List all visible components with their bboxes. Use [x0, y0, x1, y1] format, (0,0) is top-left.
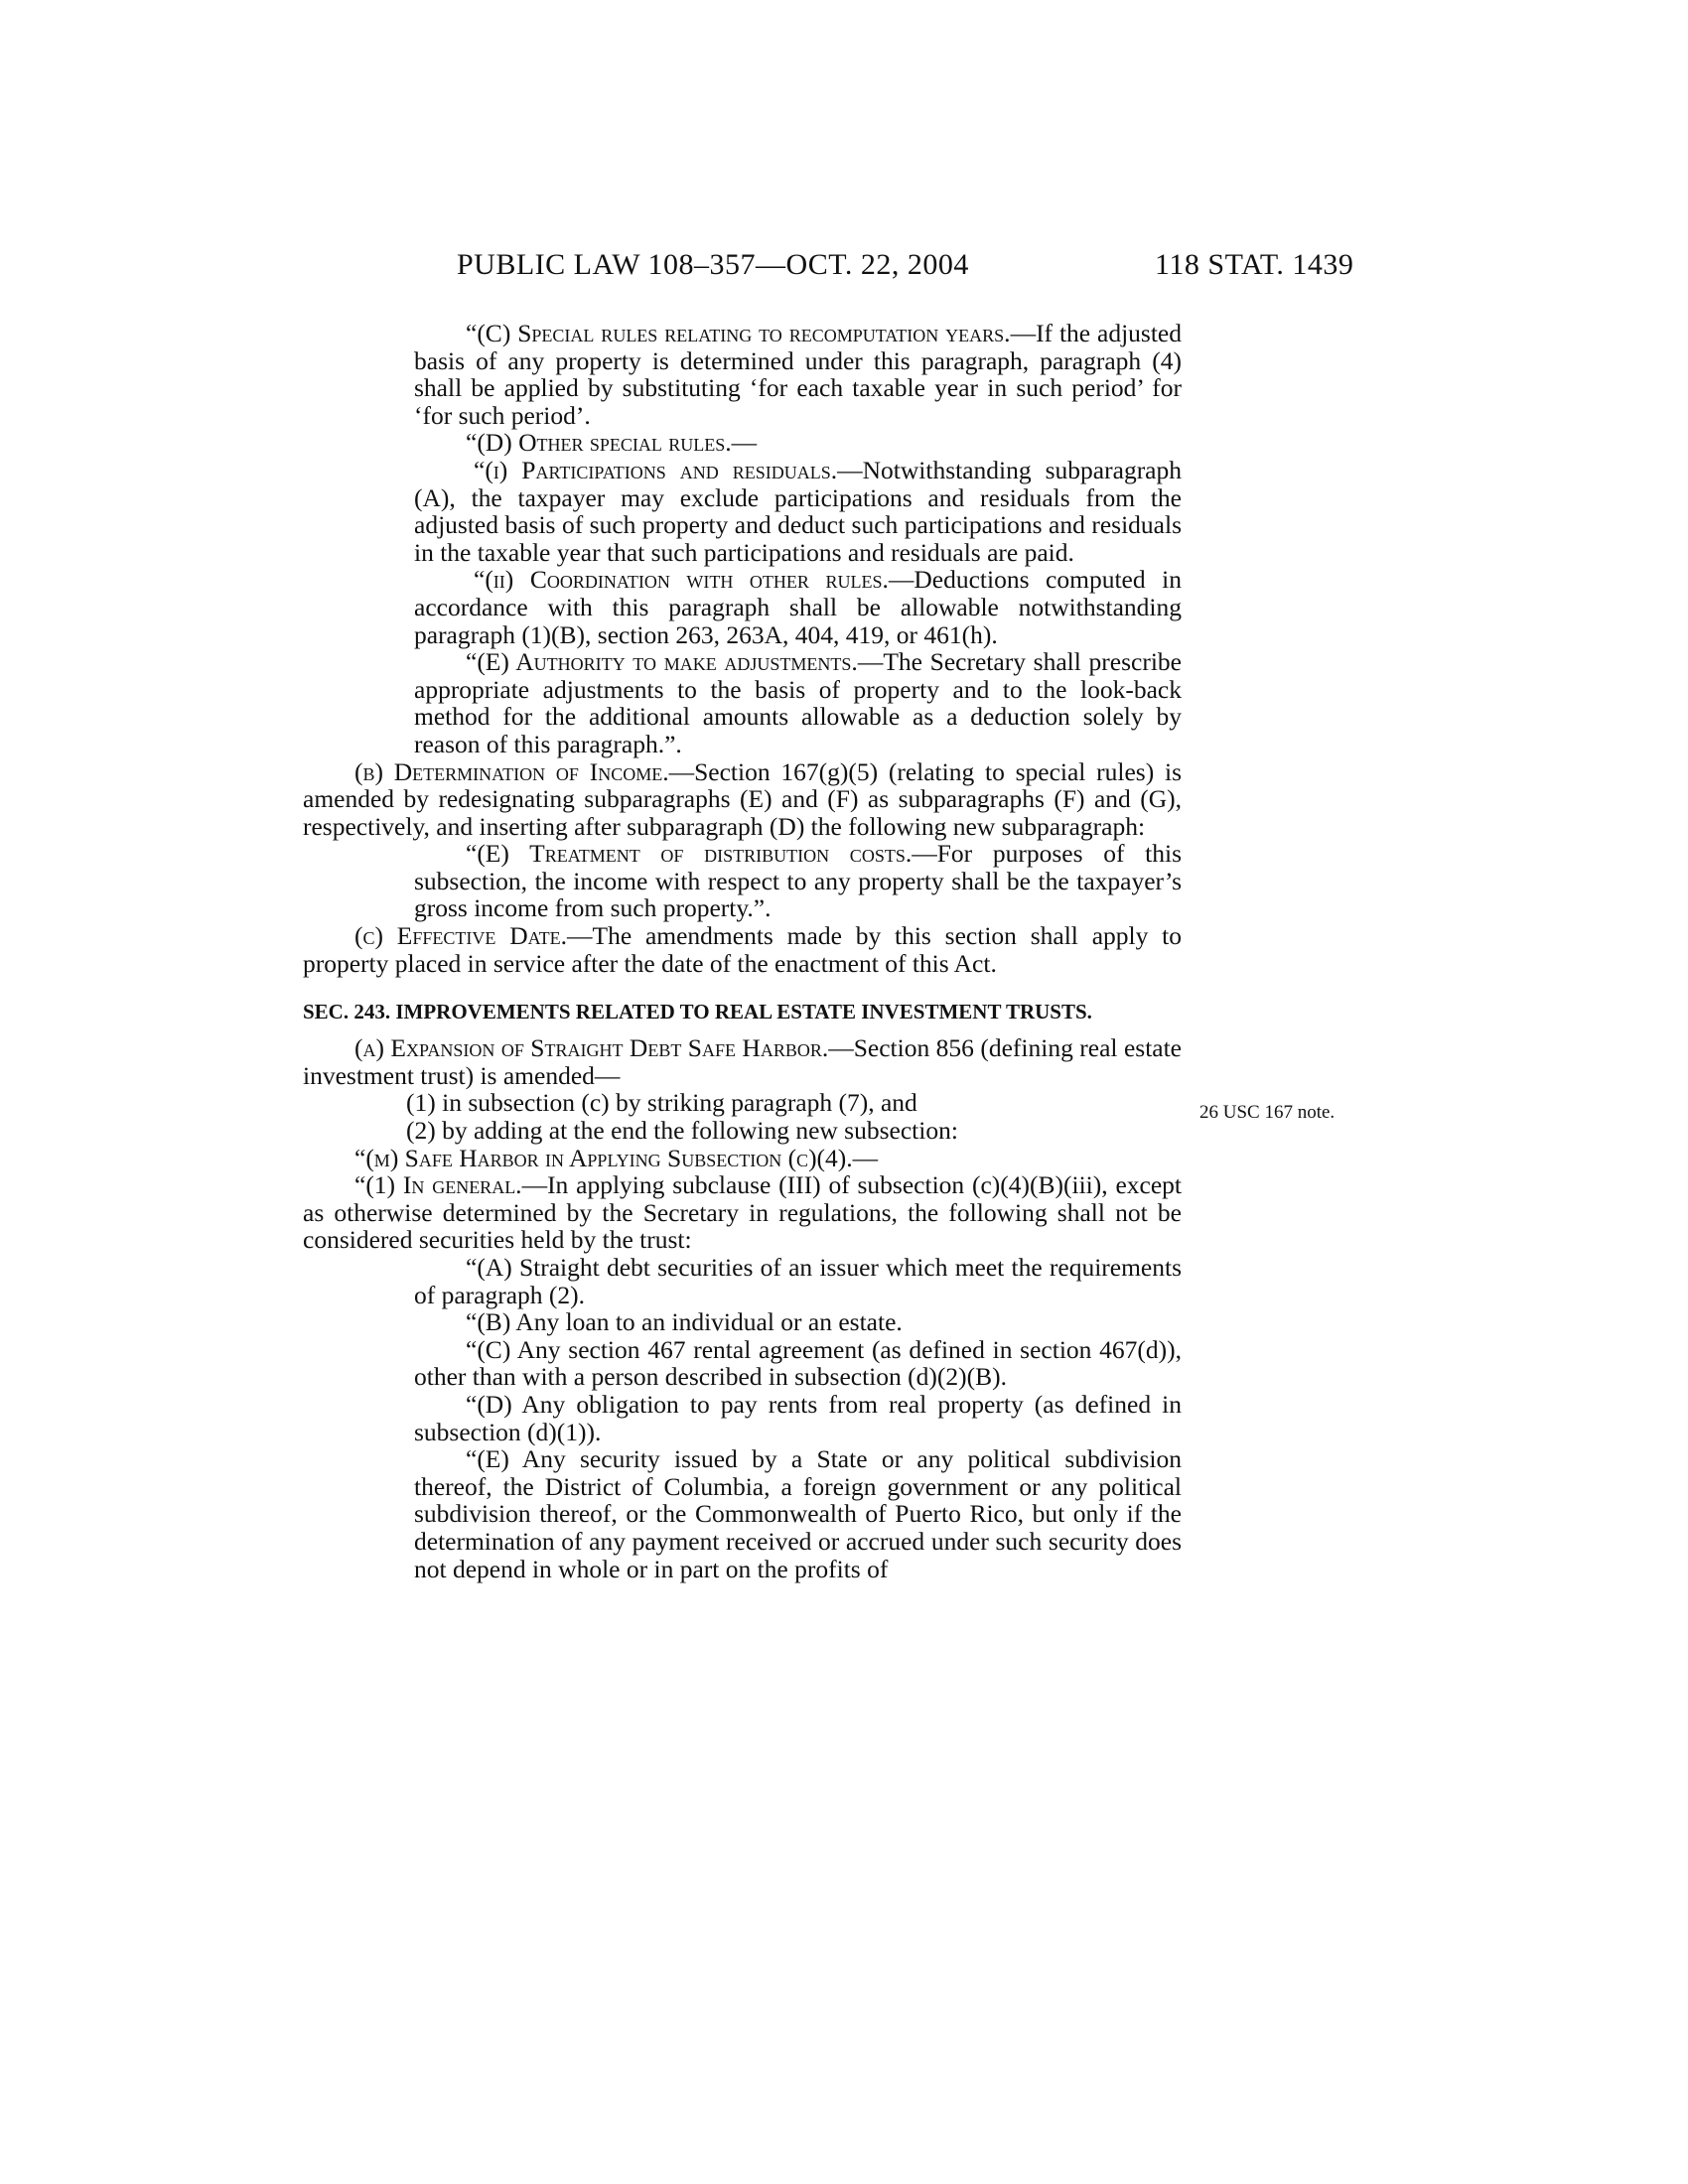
para-i-participations — [303, 457, 1182, 566]
section-heading-243: SEC. 243. IMPROVEMENTS RELATED TO REAL ESTATE INVESTMENT TRUSTS. — [303, 1000, 1092, 1024]
para-text: —The Secretary shall prescribe appropriate adjustments to the basis of property and to the look-back method for the additional amounts allowable as a deduction solely by reason of this paragraph.”. — [414, 647, 1182, 758]
para-A-straight-debt: “(A) Straight debt securities of an issuer which meet the requirements of paragraph (2). — [414, 1253, 1182, 1309]
para-heading: “(i) Participations and residuals. — [474, 455, 838, 484]
para-1-in-general — [303, 1171, 1182, 1254]
para-heading: “(E) Treatment of distribution costs. — [466, 839, 913, 869]
para-a-straight-debt — [303, 1034, 1182, 1089]
margin-note-usc-citation: 26 USC 167 note. — [1199, 1102, 1336, 1123]
para-heading: (a) Expansion of Straight Debt Safe Harbor. — [354, 1033, 829, 1063]
para-text: —Section 167(g)(5) (relating to special rules) is amended by redesignating subparagraphs (E) and (F) as subparagraphs (F) and (G), respectively, and inserting after subparagraph (D) the following new subparagraph: — [303, 756, 1183, 841]
para-heading: “(E) Authority to make adjustments. — [466, 647, 858, 677]
para-heading: (c) Effective Date. — [354, 921, 567, 951]
para-text: —In applying subclause (III) of subsection (c)(4)(B)(iii), except as otherwise determined by the Secretary in regulations, the following shall not be considered securities held by the trust: — [303, 1170, 1182, 1255]
para-heading: (b) Determination of Income. — [354, 756, 669, 786]
para-C-rental-agreement: “(C) Any section 467 rental agreement (as defined in section 467(d)), other than with a person described in subsection (d)(2)(B). — [414, 1334, 1182, 1392]
para-text: — — [731, 428, 758, 458]
para-c-recomputation-years — [303, 320, 1182, 429]
running-header-page-number: 118 STAT. 1439 — [1155, 248, 1354, 281]
para-D-rents: “(D) Any obligation to pay rents from real property (as defined in subsection (d)(1)). — [414, 1389, 1182, 1446]
para-b-determination-of-income — [303, 758, 1182, 841]
para-1-striking: (1) in subsection (c) by striking paragraph (7), and — [406, 1088, 917, 1118]
para-text: —For purposes of this subsection, the income with respect to any property shall be the taxpayer’s gross income from such property.”. — [414, 839, 1183, 923]
para-text: —The amendments made by this section shall apply to property placed in service after the date of the enactment of this Act. — [303, 921, 1183, 978]
para-text: —If the adjusted basis of any property is determined under this paragraph, paragraph (4) shall be applied by substituting ‘for each taxable year in such period’ for ‘for such period’. — [414, 319, 1182, 430]
para-text: — — [852, 1143, 879, 1172]
para-heading: “(D) Other special rules. — [466, 428, 732, 458]
para-heading: “(m) Safe Harbor in Applying Subsection (c)(4). — [354, 1143, 853, 1172]
para-text: —Section 856 (defining real estate investment trust) is amended— — [303, 1033, 1182, 1090]
para-heading: “(C) Special rules relating to recomputation years. — [466, 319, 1011, 347]
para-text: —Notwithstanding subparagraph (A), the taxpayer may exclude participations and residuals from the adjusted basis of such property and deduct such participations and residuals in the taxable year that such participations and residuals are paid. — [414, 455, 1182, 567]
para-ii-coordination — [303, 566, 1182, 648]
para-c-effective-date — [303, 922, 1182, 977]
document-body — [303, 320, 1182, 1582]
para-e-distribution-costs — [303, 840, 1182, 922]
para-heading: “(ii) Coordination with other rules. — [474, 565, 889, 595]
para-E-security: “(E) Any security issued by a State or any political subdivision thereof, the District of Columbia, a foreign government or any political subdivision thereof, or the Commonwealth of Puerto Rico, but only if the determination of any payment received or accrued under such security does not depend in whole or in part on the profits of — [414, 1444, 1182, 1583]
para-B-loan: “(B) Any loan to an individual or an estate. — [466, 1307, 903, 1337]
para-d-other-special-rules — [303, 429, 1182, 457]
para-m-safe-harbor — [303, 1145, 1182, 1172]
para-text: —Deductions computed in accordance with this paragraph shall be allowable notwithstanding paragraph (1)(B), section 263, 263A, 404, 419, or 461(h). — [414, 565, 1182, 649]
para-heading: “(1) In general. — [354, 1170, 522, 1200]
running-header-title: PUBLIC LAW 108–357—OCT. 22, 2004 — [457, 248, 969, 281]
para-2-adding: (2) by adding at the end the following new subsection: — [406, 1116, 958, 1146]
para-e-authority — [303, 648, 1182, 757]
